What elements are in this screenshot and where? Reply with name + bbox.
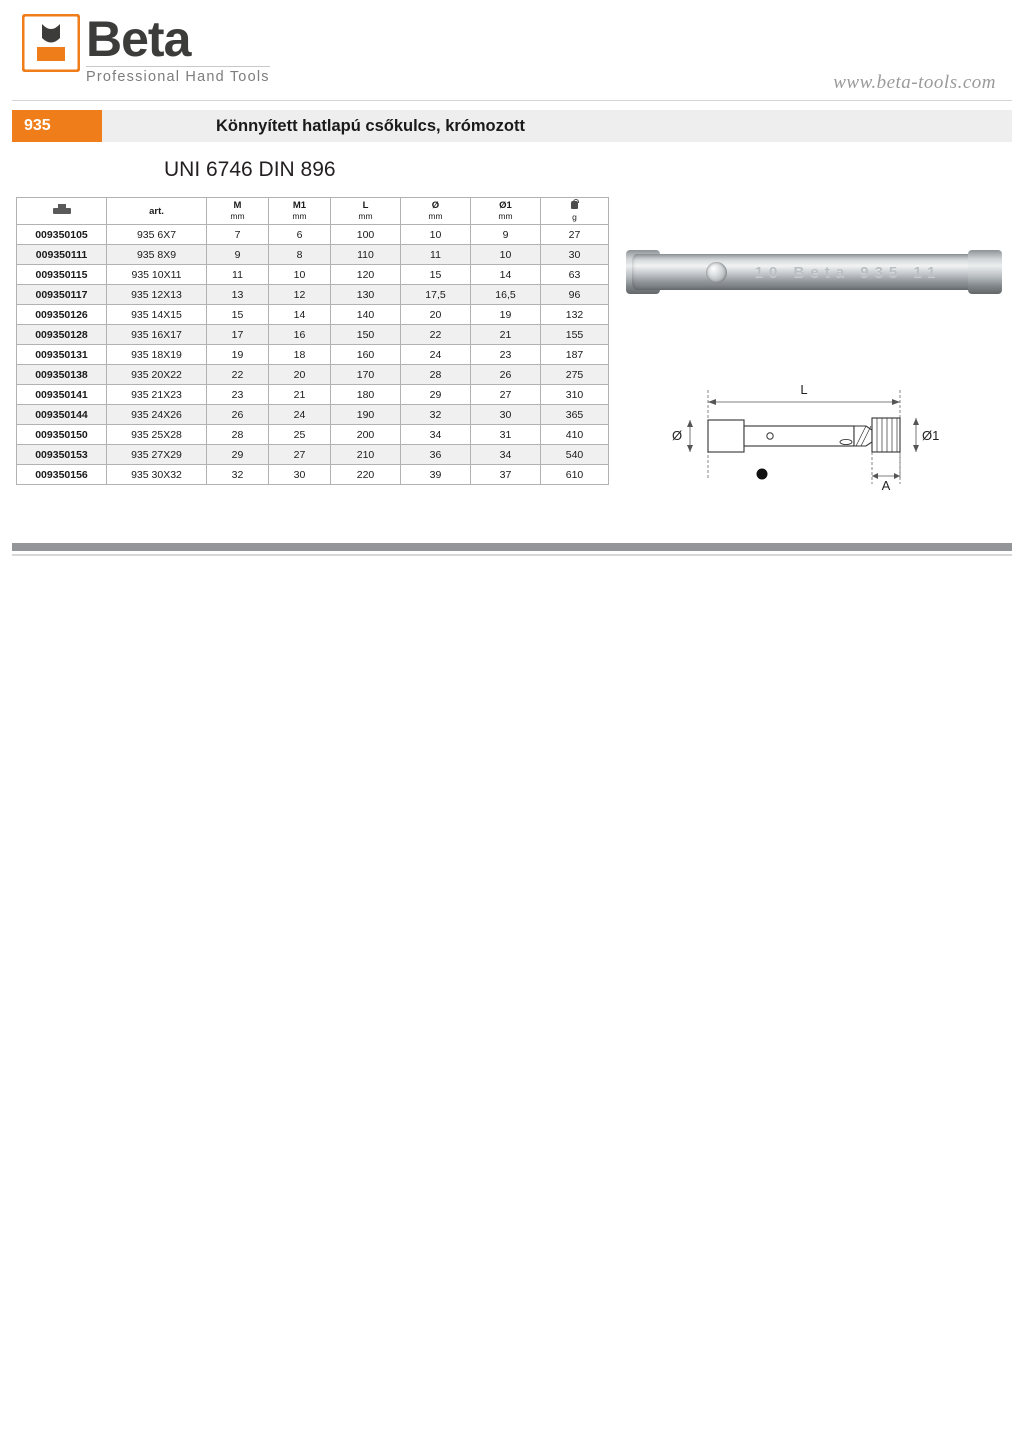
cell-m1: 12: [269, 285, 331, 305]
cell-l: 180: [331, 385, 401, 405]
cell-m: 17: [207, 325, 269, 345]
spec-table-wrapper: [16, 197, 608, 485]
cell-l: 200: [331, 425, 401, 445]
cell-d1: 10: [471, 245, 541, 265]
cell-d: 29: [401, 385, 471, 405]
cell-l: 160: [331, 345, 401, 365]
cell-art: 935 8X9: [107, 245, 207, 265]
svg-text:Ø: Ø: [672, 428, 683, 443]
cell-art: 935 12X13: [107, 285, 207, 305]
table-row: [17, 325, 609, 345]
cell-m1: 24: [269, 405, 331, 425]
cell-m1: 20: [269, 365, 331, 385]
cell-art: 935 24X26: [107, 405, 207, 425]
cell-l: 110: [331, 245, 401, 265]
table-row: [17, 465, 609, 485]
cell-d: 39: [401, 465, 471, 485]
cell-g: 30: [541, 245, 609, 265]
brand-logo: [22, 11, 270, 85]
col-header-m1: M1 mm: [269, 198, 331, 225]
cell-code: 009350150: [17, 425, 107, 445]
standard-line: [12, 152, 1012, 188]
cell-m1: 30: [269, 465, 331, 485]
cell-d1: 14: [471, 265, 541, 285]
cell-d: 20: [401, 305, 471, 325]
cell-code: 009350117: [17, 285, 107, 305]
cell-g: 610: [541, 465, 609, 485]
cell-art: 935 16X17: [107, 325, 207, 345]
cell-d: 24: [401, 345, 471, 365]
cell-l: 130: [331, 285, 401, 305]
cell-l: 150: [331, 325, 401, 345]
cell-l: 100: [331, 225, 401, 245]
cell-d: 17,5: [401, 285, 471, 305]
cell-m: 19: [207, 345, 269, 365]
cell-d1: 37: [471, 465, 541, 485]
cell-m: 29: [207, 445, 269, 465]
cell-d1: 27: [471, 385, 541, 405]
cell-code: 009350138: [17, 365, 107, 385]
svg-text:Ø1: Ø1: [922, 428, 940, 443]
cell-code: 009350115: [17, 265, 107, 285]
cell-code: 009350131: [17, 345, 107, 365]
cell-d1: 19: [471, 305, 541, 325]
page-title: Könnyített hatlapú csőkulcs, krómozott: [216, 116, 525, 135]
cell-d: 15: [401, 265, 471, 285]
cell-m1: 18: [269, 345, 331, 365]
cell-art: 935 21X23: [107, 385, 207, 405]
cell-l: 140: [331, 305, 401, 325]
cell-art: 935 14X15: [107, 305, 207, 325]
cell-code: 009350153: [17, 445, 107, 465]
col-header-m: M mm: [207, 198, 269, 225]
cell-code: 009350144: [17, 405, 107, 425]
cell-g: 132: [541, 305, 609, 325]
cell-m: 26: [207, 405, 269, 425]
cell-l: 190: [331, 405, 401, 425]
cell-code: 009350111: [17, 245, 107, 265]
brand-tagline: Professional Hand Tools: [86, 66, 270, 85]
table-row: [17, 265, 609, 285]
col-header-diameter1: Ø1 mm: [471, 198, 541, 225]
cell-m: 9: [207, 245, 269, 265]
cell-g: 63: [541, 265, 609, 285]
cell-art: 935 30X32: [107, 465, 207, 485]
cell-g: 540: [541, 445, 609, 465]
cell-d: 28: [401, 365, 471, 385]
cell-d: 22: [401, 325, 471, 345]
cell-d: 10: [401, 225, 471, 245]
cell-m: 13: [207, 285, 269, 305]
footer-divider: [12, 554, 1012, 556]
cell-g: 96: [541, 285, 609, 305]
table-row: [17, 305, 609, 325]
cell-d1: 26: [471, 365, 541, 385]
svg-text:A: A: [881, 478, 891, 493]
tube-end-right: [968, 250, 1002, 294]
cell-d1: 21: [471, 325, 541, 345]
standard-text: UNI 6746 DIN 896: [164, 158, 336, 181]
table-row: [17, 445, 609, 465]
table-row: [17, 245, 609, 265]
beta-logo-icon: [22, 14, 80, 72]
table-row: [17, 345, 609, 365]
cell-art: 935 6X7: [107, 225, 207, 245]
table-row: [17, 365, 609, 385]
product-photo-label: 10 Beta 935 11: [754, 264, 942, 281]
cell-g: 365: [541, 405, 609, 425]
col-header-diameter: Ø mm: [401, 198, 471, 225]
cell-m: 15: [207, 305, 269, 325]
cell-d1: 16,5: [471, 285, 541, 305]
brand-text: [86, 11, 270, 85]
cell-m: 32: [207, 465, 269, 485]
product-photo: [626, 238, 1002, 306]
website-url: www.beta-tools.com: [833, 72, 996, 93]
table-header-row: [17, 198, 609, 225]
cell-art: 935 18X19: [107, 345, 207, 365]
col-header-weight: g: [541, 198, 609, 225]
cell-d1: 30: [471, 405, 541, 425]
cell-m1: 21: [269, 385, 331, 405]
cell-art: 935 27X29: [107, 445, 207, 465]
cell-art: 935 25X28: [107, 425, 207, 445]
cell-m: 7: [207, 225, 269, 245]
cell-d1: 34: [471, 445, 541, 465]
cell-m: 28: [207, 425, 269, 445]
cell-d1: 31: [471, 425, 541, 445]
cell-m1: 10: [269, 265, 331, 285]
spec-table-body: [17, 225, 609, 485]
cell-m1: 14: [269, 305, 331, 325]
cell-g: 310: [541, 385, 609, 405]
weight-icon: [571, 201, 578, 209]
cell-l: 170: [331, 365, 401, 385]
cell-g: 155: [541, 325, 609, 345]
cell-m: 23: [207, 385, 269, 405]
cell-d: 11: [401, 245, 471, 265]
cell-l: 220: [331, 465, 401, 485]
cell-m1: 8: [269, 245, 331, 265]
col-header-l: L mm: [331, 198, 401, 225]
product-code-badge: 935: [12, 110, 102, 142]
cell-art: 935 10X11: [107, 265, 207, 285]
cell-g: 275: [541, 365, 609, 385]
cell-m: 11: [207, 265, 269, 285]
cell-code: 009350128: [17, 325, 107, 345]
table-row: [17, 225, 609, 245]
cell-d1: 23: [471, 345, 541, 365]
cell-d: 34: [401, 425, 471, 445]
technical-drawing: [650, 380, 950, 495]
cell-m: 22: [207, 365, 269, 385]
table-row: [17, 285, 609, 305]
table-row: [17, 405, 609, 425]
table-row: [17, 385, 609, 405]
col-header-code: [17, 198, 107, 225]
svg-text:L: L: [800, 382, 808, 397]
cell-art: 935 20X22: [107, 365, 207, 385]
cell-m1: 27: [269, 445, 331, 465]
col-header-art: art.: [107, 198, 207, 225]
cell-code: 009350141: [17, 385, 107, 405]
cell-l: 120: [331, 265, 401, 285]
cell-m1: 16: [269, 325, 331, 345]
tube-bar-hole: [706, 262, 727, 283]
brand-name: Beta: [86, 11, 191, 67]
cell-code: 009350126: [17, 305, 107, 325]
cell-g: 27: [541, 225, 609, 245]
cell-code: 009350105: [17, 225, 107, 245]
header-divider: [12, 100, 1012, 101]
cell-code: 009350156: [17, 465, 107, 485]
spec-table: [16, 197, 609, 485]
cell-m1: 6: [269, 225, 331, 245]
footer-bar: [12, 543, 1012, 551]
page-header: [0, 0, 1024, 100]
product-title-bar: [12, 110, 1012, 142]
socket-icon: [51, 204, 73, 216]
cell-l: 210: [331, 445, 401, 465]
cell-d: 36: [401, 445, 471, 465]
cell-g: 410: [541, 425, 609, 445]
table-row: [17, 425, 609, 445]
cell-m1: 25: [269, 425, 331, 445]
cell-g: 187: [541, 345, 609, 365]
cell-d: 32: [401, 405, 471, 425]
cell-d1: 9: [471, 225, 541, 245]
